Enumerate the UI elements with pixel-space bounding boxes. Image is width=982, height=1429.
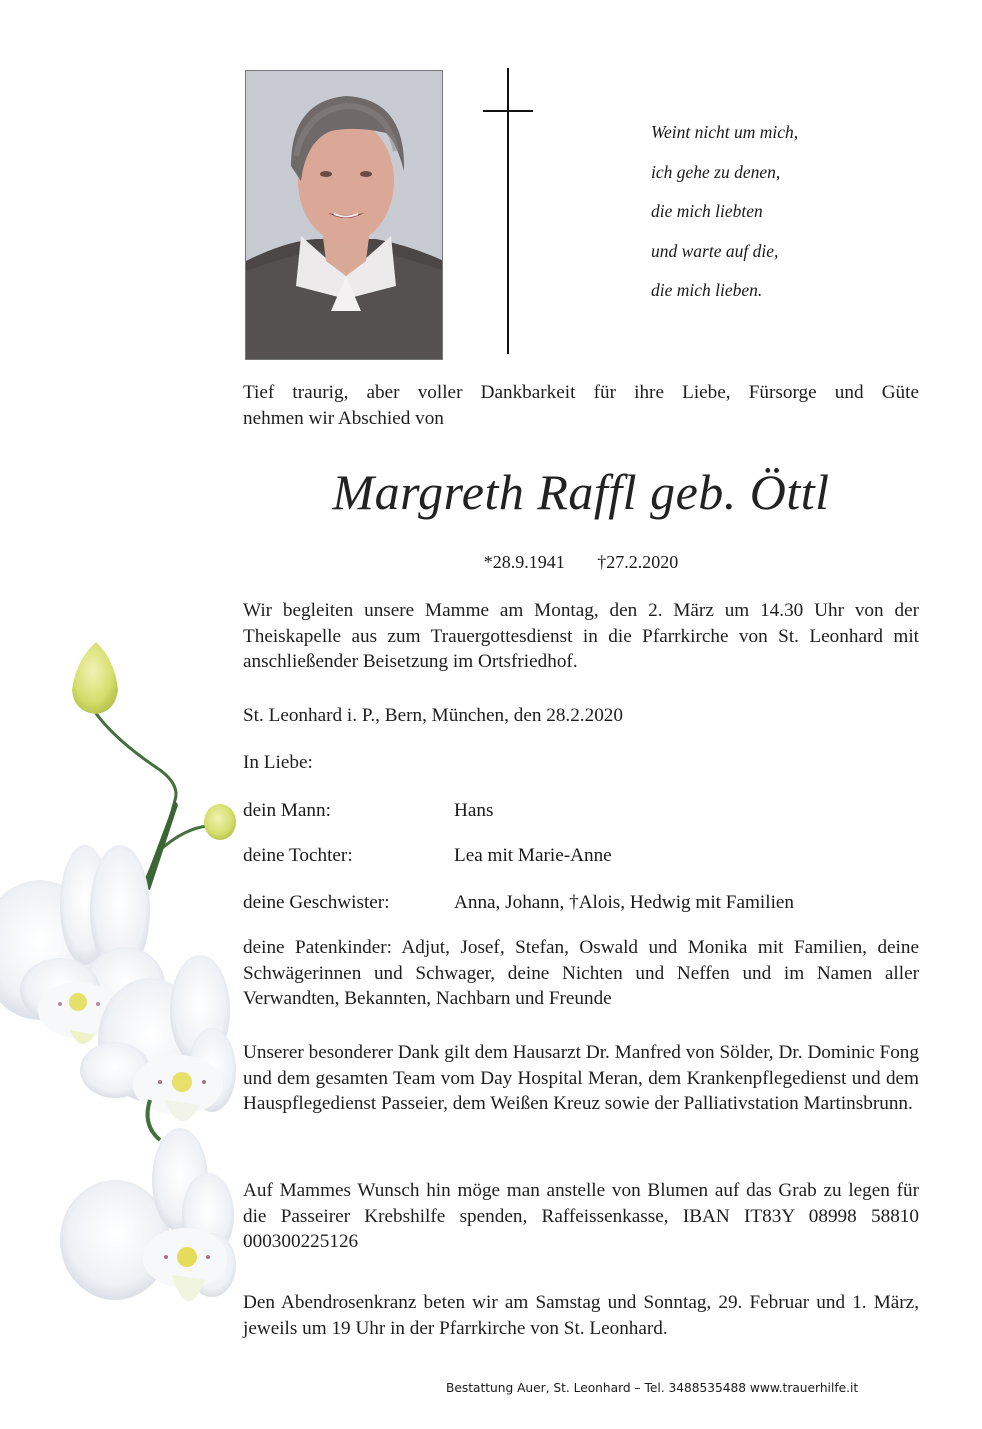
family-row <box>243 890 919 915</box>
family-relation: deine Geschwister: <box>243 892 390 913</box>
intro-text <box>243 380 919 431</box>
poem <box>651 113 798 311</box>
family-names: Hans <box>454 800 494 821</box>
family-relation: deine Tochter: <box>243 845 353 866</box>
family-row <box>243 843 919 868</box>
deceased-name: Margreth Raffl geb. Öttl <box>332 464 830 520</box>
family-names: Anna, Johann, †Alois, Hedwig mit Familien <box>454 892 795 913</box>
poem-line: die mich lieben. <box>651 280 763 300</box>
family-row <box>243 798 919 823</box>
orchid-illustration <box>0 640 238 1360</box>
portrait-photo <box>245 70 443 360</box>
orchid-decoration <box>0 640 238 1360</box>
poem-line: und warte auf die, <box>651 240 779 261</box>
cross-icon-horizontal <box>483 110 533 112</box>
donation-text: Auf Mammes Wunsch hin möge man anstelle von Blumen auf das Grab zu legen für die Passeirer Krebshilfe spenden, Raffeissenkasse, IBAN IT83Y 08998 58810 000300225126 <box>243 1180 919 1252</box>
family-names: Lea mit Marie-Anne <box>454 845 612 866</box>
poem-line: ich gehe zu denen, <box>651 161 781 182</box>
in-love-label: In Liebe: <box>243 752 313 773</box>
rosary-text: Den Abendrosenkranz beten wir am Samstag und Sonntag, 29. Februar und 1. März, jeweils um 19 Uhr in der Pfarrkirche von St. Leonhard. <box>243 1292 919 1339</box>
intro-line-1: Tief traurig, aber voller Dankbarkeit für ihre Liebe, Fürsorge und Güte <box>243 382 919 403</box>
place-date: St. Leonhard i. P., Bern, München, den 28.2.2020 <box>243 705 623 726</box>
intro-line-2: nehmen wir Abschied von <box>243 407 444 429</box>
birth-date: *28.9.1941 <box>483 552 565 572</box>
thanks-text: Unserer besonderer Dank gilt dem Hausarzt Dr. Manfred von Sölder, Dr. Dominic Fong und dem gesamten Team vom Day Hospital Meran, dem Krankenpflegedienst und dem Hauspflegedienst Passeier, dem Weißen Kreuz sowie der Palliativstation Martinsbrunn. <box>243 1042 919 1114</box>
death-date: †27.2.2020 <box>597 552 679 572</box>
poem-line: die mich liebten <box>651 201 763 221</box>
portrait-illustration <box>246 71 443 360</box>
other-mourners: deine Patenkinder: Adjut, Josef, Stefan, Oswald und Monika mit Familien, deine Schwägerinnen und Schwager, deine Nichten und Neffen und im Namen aller Verwandten, Bekannten, Nachbarn und Freunde <box>243 937 919 1009</box>
poem-line: Weint nicht um mich, <box>651 122 799 142</box>
life-dates <box>243 552 919 573</box>
footer-funeral-home: Bestattung Auer, St. Leonhard – Tel. 3488535488 www.trauerhilfe.it <box>446 1381 859 1395</box>
family-relation: dein Mann: <box>243 800 331 821</box>
funeral-details: Wir begleiten unsere Mamme am Montag, den 2. März um 14.30 Uhr von der Theiskapelle aus zum Trauergottesdienst in die Pfarrkirche von St. Leonhard mit anschließender Beisetzung im Ortsfriedhof. <box>243 600 919 672</box>
